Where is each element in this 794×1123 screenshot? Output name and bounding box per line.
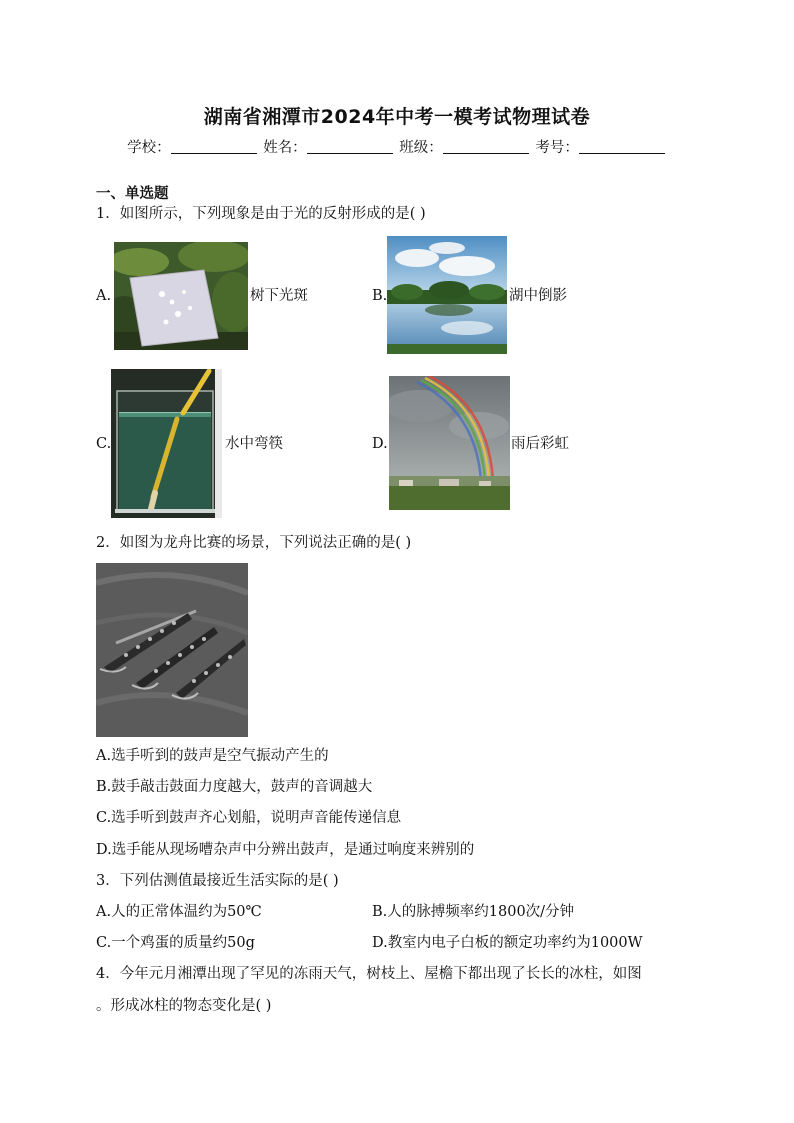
q3-option-b: B.人的脉搏频率约1800次/分钟	[372, 904, 575, 920]
rainbow-after-rain-image	[389, 376, 510, 510]
class-label: 班级：	[399, 140, 443, 156]
page-title: 湖南省湘潭市2024年中考一模考试物理试卷	[203, 106, 591, 128]
q1-option-b-label: 湖中倒影	[509, 288, 567, 304]
exam-number-blank[interactable]	[579, 139, 665, 154]
q2-option-c: C.选手听到鼓声齐心划船，说明声音能传递信息	[96, 810, 402, 826]
q1-option-b-letter: B.	[372, 288, 388, 304]
q1-option-d-label: 雨后彩虹	[511, 436, 569, 452]
exam-number-label: 考号：	[535, 140, 579, 156]
name-label: 姓名：	[263, 140, 307, 156]
q3-option-a: A.人的正常体温约为50℃	[96, 904, 262, 920]
q1-option-c-letter: C.	[96, 436, 112, 452]
dragon-boat-race-image	[96, 563, 248, 737]
bent-chopstick-in-water-image	[111, 369, 222, 518]
q2-option-b: B.鼓手敲击鼓面力度越大，鼓声的音调越大	[96, 779, 373, 795]
q1-option-a-letter: A.	[96, 288, 112, 304]
tree-light-spots-image	[114, 242, 248, 350]
section-heading: 一、单选题	[96, 186, 169, 202]
school-blank[interactable]	[171, 139, 257, 154]
class-blank[interactable]	[443, 139, 529, 154]
school-label: 学校：	[127, 140, 171, 156]
student-info-line	[0, 136, 794, 157]
q3-option-c: C.一个鸡蛋的质量约50g	[96, 935, 255, 951]
q1-option-a-label: 树下光斑	[250, 288, 308, 304]
lake-reflection-image	[387, 236, 507, 354]
question-2-stem: 2．如图为龙舟比赛的场景，下列说法正确的是( )	[96, 535, 412, 551]
q3-option-d: D.教室内电子白板的额定功率约为1000W	[372, 935, 643, 951]
question-4-stem-line-1: 4．今年元月湘潭出现了罕见的冻雨天气，树枝上、屋檐下都出现了长长的冰柱，如图	[96, 966, 642, 982]
name-blank[interactable]	[307, 139, 393, 154]
question-4-stem-line-2: 。形成冰柱的物态变化是( )	[96, 998, 272, 1014]
question-1-stem: 1．如图所示，下列现象是由于光的反射形成的是( )	[96, 206, 426, 222]
q1-option-d-letter: D.	[372, 436, 388, 452]
q1-option-c-label: 水中弯筷	[225, 436, 283, 452]
question-3-stem: 3．下列估测值最接近生活实际的是( )	[96, 873, 339, 889]
q2-option-a: A.选手听到的鼓声是空气振动产生的	[96, 748, 329, 764]
q2-option-d: D.选手能从现场嘈杂声中分辨出鼓声，是通过响度来辨别的	[96, 842, 475, 858]
